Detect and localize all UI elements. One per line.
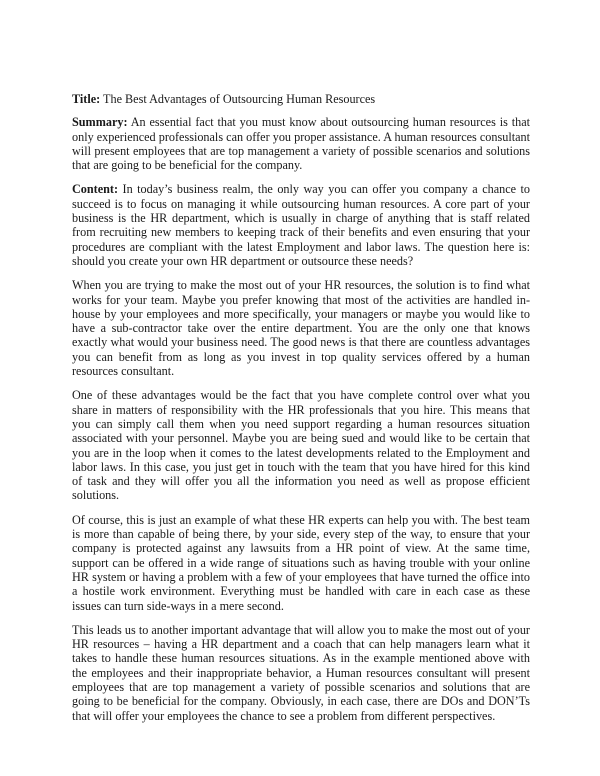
document-page	[72, 92, 530, 733]
summary-label: Summary:	[72, 115, 128, 130]
summary-text: An essential fact that you must know about outsourcing human resources is that only experienced professionals can offer you proper assistance. A human resources consultant will present employees that are top management a variety of possible scenarios and solutions that are going to be beneficial for the company.	[72, 115, 530, 173]
body-paragraph-2: One of these advantages would be the fact that you have complete control over what you share in matters of responsibility with the HR professionals that you hire. This means that you can simply call them when you need support regarding a human resources situation associated with your personnel. Maybe you are being sued and would like to be certain that you are in the loop when it comes to the latest developments related to the Employment and labor laws. In this case, you just get in touch with the team that you have hired for this kind of task and they will offer you all the information you need as well as propose efficient solutions.	[72, 388, 530, 503]
body-paragraph-3: Of course, this is just an example of what these HR experts can help you with. The best team is more than capable of being there, by your side, every step of the way, to ensure that your company is protected against any lawsuits from a HR point of view. At the same time, support can be offered in a wide range of situations such as having trouble with your online HR system or having a problem with a few of your employees that have turned the office into a hostile work environment. Everything must be handled with care in each case as these issues can turn side-ways in a mere second.	[72, 512, 530, 613]
content-paragraph	[72, 182, 530, 268]
content-text: In today’s business realm, the only way you can offer you company a chance to succeed is to focus on managing it while outsourcing human resources. A core part of your business is the HR department, which is usually in charge of anything that is staff related from recruiting new members to keeping track of their benefits and even ensuring that your procedures are compliant with the latest Employment and labor laws. The question here is: should you create your own HR department or outsource these needs?	[72, 182, 530, 268]
summary-paragraph	[72, 115, 530, 172]
body-paragraph-4: This leads us to another important advantage that will allow you to make the most out of your HR resources – having a HR department and a coach that can help managers learn what it takes to handle these human resources situations. As in the example mentioned above with the employees and their inappropriate behavior, a Human resources consultant will present employees that are top management a variety of possible scenarios and solutions that are going to be beneficial for the company. Obviously, in each case, there are DOs and DON’Ts that will offer your employees the chance to see a problem from different perspectives.	[72, 622, 530, 723]
title-text: The Best Advantages of Outsourcing Human Resources	[100, 92, 376, 106]
title-label: Title:	[72, 92, 101, 106]
document-title	[72, 92, 530, 106]
content-label: Content:	[72, 182, 119, 197]
body-paragraph-1: When you are trying to make the most out of your HR resources, the solution is to find what works for your team. Maybe you prefer knowing that most of the activities are handled in-house by your employees and more specifically, your managers or maybe you would like to have a sub-contractor take over the entire department. You are the only one that knows exactly what would your business need. The good news is that there are countless advantages you can benefit from as long as you invest in top quality services offered by a human resources consultant.	[72, 278, 530, 379]
